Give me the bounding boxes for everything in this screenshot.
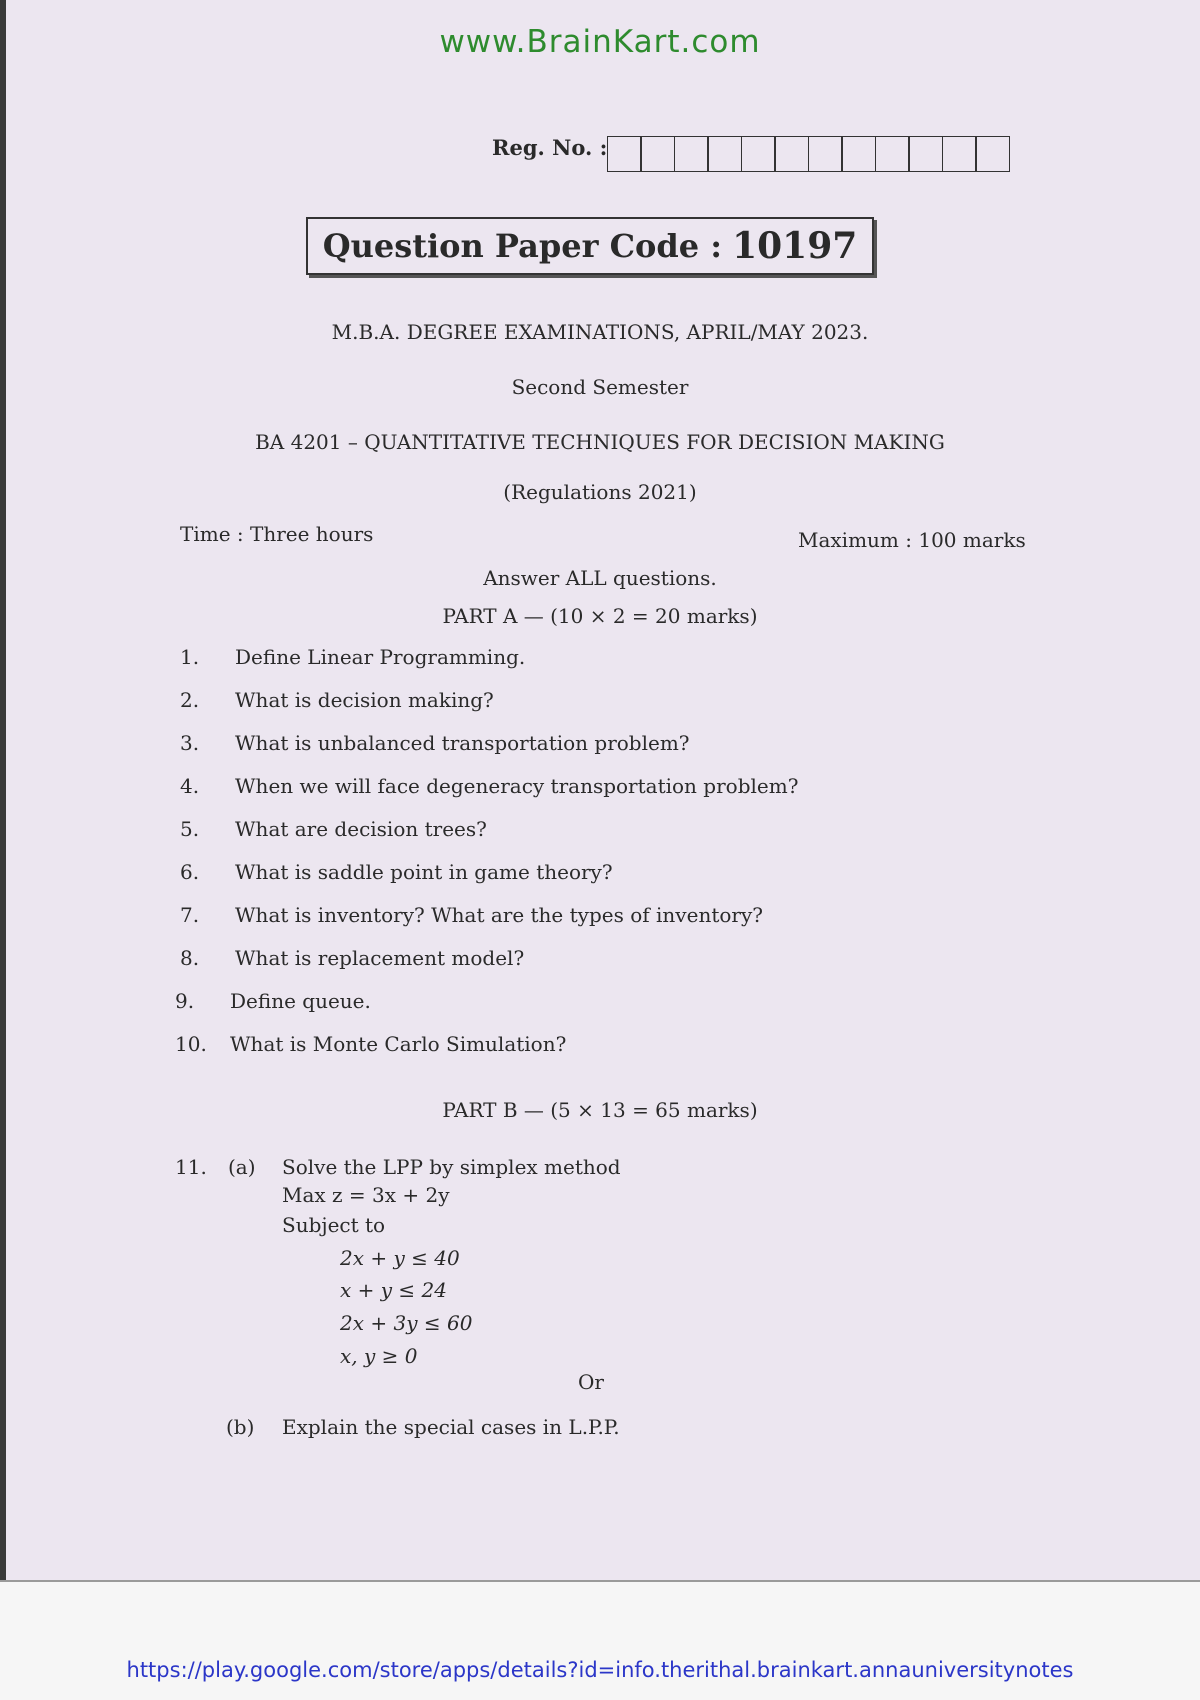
question-paper-code	[306, 217, 874, 275]
scan-edge	[0, 0, 6, 1698]
question-number: 8.	[180, 946, 200, 970]
reg-box	[841, 136, 876, 172]
reg-box	[640, 136, 675, 172]
objective-function: Max z = 3x + 2y	[282, 1183, 450, 1207]
subpart-label: (a)	[228, 1155, 256, 1179]
footer-url[interactable]: https://play.google.com/store/apps/details?id=info.therithal.brainkart.annauniversitynotes	[126, 1658, 1074, 1682]
question-number: 3.	[180, 731, 200, 755]
question-text: What are decision trees?	[235, 817, 487, 841]
question-text: What is replacement model?	[235, 946, 525, 970]
reg-no-label: Reg. No. :	[492, 135, 608, 160]
subpart-label: (b)	[226, 1415, 255, 1439]
reg-box	[808, 136, 843, 172]
question-text: Define Linear Programming.	[235, 645, 526, 669]
site-watermark[interactable]: www.BrainKart.com	[439, 24, 761, 60]
question-number: 6.	[180, 860, 200, 884]
part-b-heading: PART B — (5 × 13 = 65 marks)	[442, 1098, 758, 1122]
semester: Second Semester	[511, 375, 689, 399]
code-number: 10197	[732, 225, 858, 267]
question-text: Explain the special cases in L.P.P.	[282, 1415, 620, 1439]
question-text: What is decision making?	[235, 688, 494, 712]
question-number: 11.	[175, 1155, 207, 1179]
reg-box	[741, 136, 776, 172]
course-title: BA 4201 – QUANTITATIVE TECHNIQUES FOR DECISION MAKING	[255, 430, 945, 454]
question-number: 7.	[180, 903, 200, 927]
question-number: 2.	[180, 688, 200, 712]
max-marks: Maximum : 100 marks	[798, 528, 1026, 552]
reg-no-boxes	[608, 136, 1010, 172]
constraint: 2x + y ≤ 40	[340, 1246, 460, 1270]
question-text: What is unbalanced transportation problem?	[235, 731, 690, 755]
question-text: When we will face degeneracy transportation problem?	[235, 774, 799, 798]
constraint: x + y ≤ 24	[340, 1278, 447, 1302]
question-number: 9.	[175, 989, 195, 1013]
subject-to: Subject to	[282, 1213, 386, 1237]
reg-box	[707, 136, 742, 172]
question-number: 1.	[180, 645, 200, 669]
question-text: What is inventory? What are the types of inventory?	[235, 903, 763, 927]
reg-box	[908, 136, 943, 172]
code-label: Question Paper Code :	[322, 227, 723, 265]
question-text: Solve the LPP by simplex method	[282, 1155, 621, 1179]
exam-title: M.B.A. DEGREE EXAMINATIONS, APRIL/MAY 2023.	[331, 320, 869, 344]
reg-box	[975, 136, 1010, 172]
instruction: Answer ALL questions.	[483, 566, 717, 590]
or-separator: Or	[578, 1370, 604, 1394]
question-number: 10.	[175, 1032, 207, 1056]
question-text: What is Monte Carlo Simulation?	[230, 1032, 567, 1056]
question-number: 4.	[180, 774, 200, 798]
constraint: 2x + 3y ≤ 60	[340, 1311, 473, 1335]
reg-box	[607, 136, 642, 172]
scan-bottom-margin	[0, 1580, 1200, 1700]
question-text: What is saddle point in game theory?	[235, 860, 613, 884]
reg-box	[875, 136, 910, 172]
reg-box	[774, 136, 809, 172]
reg-box	[674, 136, 709, 172]
regulations: (Regulations 2021)	[503, 480, 697, 504]
time-allowed: Time : Three hours	[180, 522, 374, 546]
question-text: Define queue.	[230, 989, 371, 1013]
reg-box	[942, 136, 977, 172]
part-a-heading: PART A — (10 × 2 = 20 marks)	[442, 604, 758, 628]
question-number: 5.	[180, 817, 200, 841]
constraint: x, y ≥ 0	[340, 1344, 418, 1368]
